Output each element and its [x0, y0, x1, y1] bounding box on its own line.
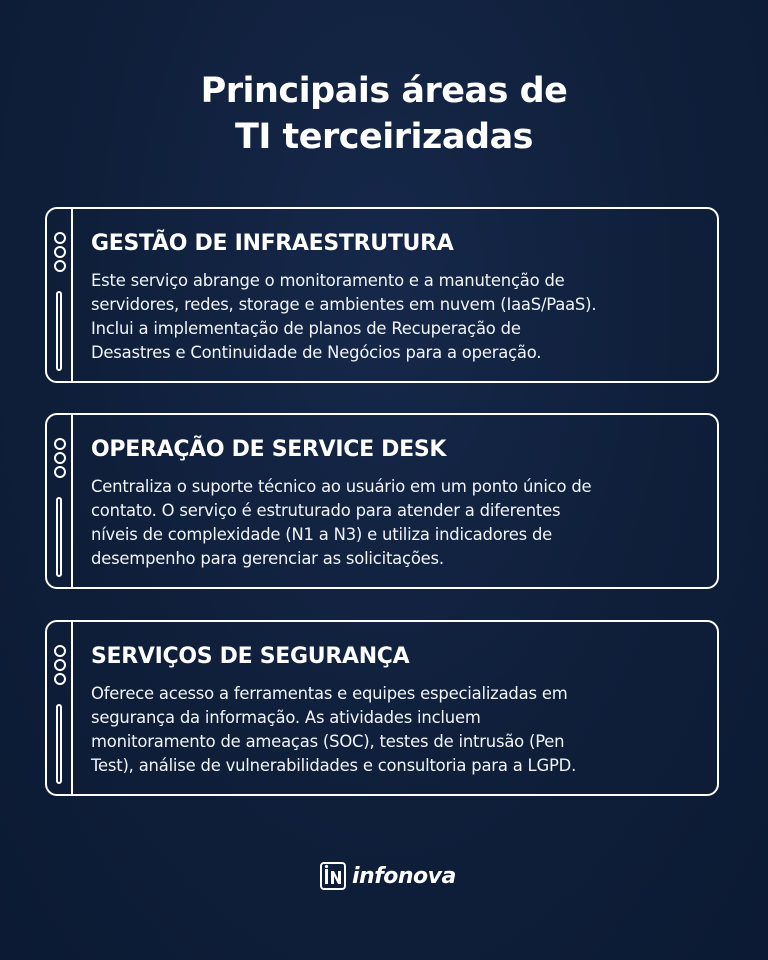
card-heading: OPERAÇÃO DE SERVICE DESK — [91, 437, 447, 462]
title-line-1: Principais áreas de — [200, 71, 568, 111]
card-rail — [71, 415, 73, 587]
card-heading: SERVIÇOS DE SEGURANÇA — [91, 644, 410, 669]
card-body-line: segurança da informação. As atividades incluem — [91, 708, 481, 727]
infonova-logo-icon — [320, 862, 346, 890]
card-service-desk — [45, 413, 719, 589]
card-body-line: níveis de complexidade (N1 a N3) e utiliza indicadores de — [91, 525, 553, 544]
card-body-line: Centraliza o suporte técnico ao usuário em um ponto único de — [91, 477, 592, 496]
card-body — [91, 269, 711, 365]
card-rail — [71, 622, 73, 794]
title-line-2: TI terceirizadas — [234, 117, 534, 157]
card-heading: GESTÃO DE INFRAESTRUTURA — [91, 231, 454, 256]
window-dots-icon — [54, 438, 66, 480]
card-body-line: desempenho para gerenciar as solicitações. — [91, 549, 444, 568]
scrollbar-slot-icon — [56, 291, 62, 371]
card-body-line: Desastres e Continuidade de Negócios para a operação. — [91, 343, 542, 362]
card-infraestrutura — [45, 207, 719, 383]
card-rail — [71, 209, 73, 381]
card-body-line: Oferece acesso a ferramentas e equipes especializadas em — [91, 684, 568, 703]
card-body — [91, 475, 711, 571]
brand-logo — [320, 860, 456, 892]
card-body-line: Inclui a implementação de planos de Recuperação de — [91, 319, 521, 338]
card-seguranca — [45, 620, 719, 796]
card-body-line: contato. O serviço é estruturado para atender a diferentes — [91, 501, 561, 520]
card-body-line: Este serviço abrange o monitoramento e a manutenção de — [91, 271, 565, 290]
brand-wordmark: infonova — [352, 863, 456, 889]
page-title — [0, 68, 768, 160]
scrollbar-slot-icon — [56, 704, 62, 784]
card-body-line: Test), análise de vulnerabilidades e consultoria para a LGPD. — [91, 756, 577, 775]
scrollbar-slot-icon — [56, 497, 62, 577]
card-body-line: monitoramento de ameaças (SOC), testes de intrusão (Pen — [91, 732, 565, 751]
card-body-line: servidores, redes, storage e ambientes em nuvem (IaaS/PaaS). — [91, 295, 597, 314]
card-body — [91, 682, 711, 778]
window-dots-icon — [54, 645, 66, 687]
window-dots-icon — [54, 232, 66, 274]
